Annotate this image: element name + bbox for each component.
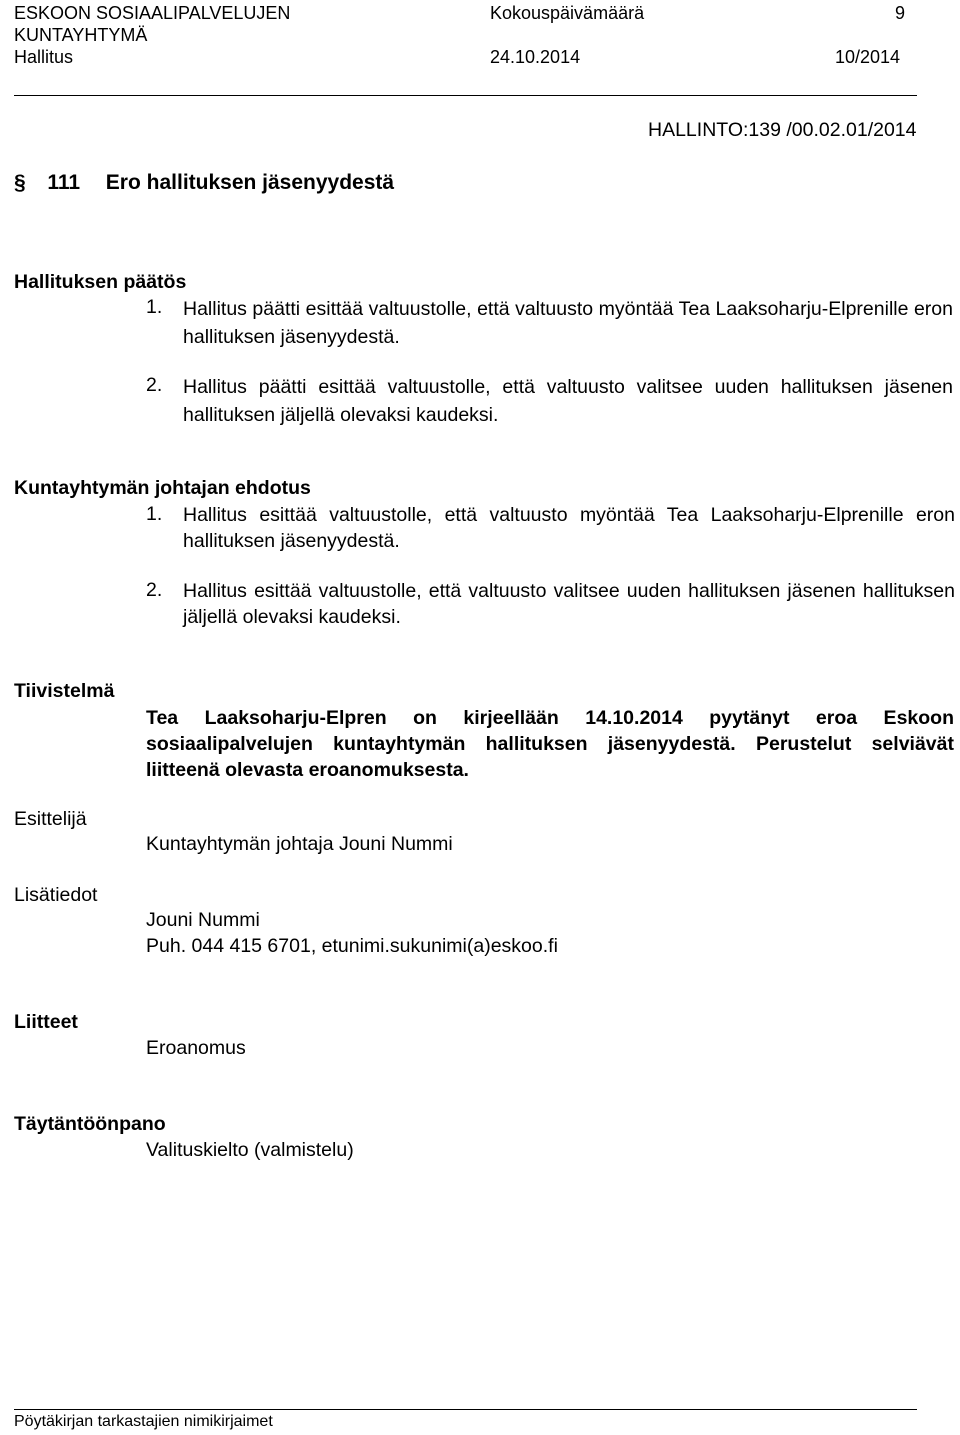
proposal-heading: Kuntayhtymän johtajan ehdotus [14,477,311,499]
info-contact: Puh. 044 415 6701, etunimi.sukunimi(a)eskoo.fi [146,935,558,957]
footer-divider [14,1409,917,1410]
section-title: Ero hallituksen jäsenyydestä [105,171,395,194]
proposal-item-1-text: Hallitus esittää valtuustolle, että valtuusto myöntää Tea Laaksoharju-Elprenille eron hallituksen jäsenyydestä. [183,504,955,552]
section-header [14,169,394,196]
presenter-value: Kuntayhtymän johtaja Jouni Nummi [146,833,453,855]
proposal-item-2-num: 2. [146,579,163,601]
implementation-value: Valituskielto (valmistelu) [146,1139,354,1161]
doc-number: 10/2014 [835,47,901,67]
section-symbol: § [14,171,26,194]
attachments-value: Eroanomus [146,1037,246,1059]
reference-code: HALLINTO:139 /00.02.01/2014 [648,119,917,141]
decision-item-2-text: Hallitus päätti esittää valtuustolle, että valtuusto valitsee uuden hallituksen jäsenen hallituksen jäljellä olevaksi kaudeksi. [183,376,953,426]
summary-label: Tiivistelmä [14,680,115,702]
summary-text: Tea Laaksoharju-Elpren on kirjeellään 14.10.2014 pyytänyt eroa Eskoon sosiaalipalvelujen kuntayhtymän hallituksen jäsenyydestä. Perustelut selviävät liitteenä olevasta eroanomuksesta. [146,707,954,781]
org-name-line2: KUNTAYHTYMÄ [14,25,148,45]
decision-heading: Hallituksen päätös [14,271,187,293]
decision-item-2-num: 2. [146,374,163,396]
presenter-label: Esittelijä [14,808,87,830]
org-name-line1: ESKOON SOSIAALIPALVELUJEN [14,3,291,23]
meeting-date: 24.10.2014 [490,47,581,67]
section-number: 111 [47,171,81,194]
proposal-item-1-num: 1. [146,503,163,525]
header-divider [14,95,917,96]
implementation-label: Täytäntöönpano [14,1113,166,1135]
footer-label: Pöytäkirjan tarkastajien nimikirjaimet [14,1413,273,1430]
info-name: Jouni Nummi [146,909,260,931]
info-label: Lisätiedot [14,884,98,906]
decision-item-1-num: 1. [146,296,163,318]
page-number: 9 [895,3,906,23]
meeting-date-label: Kokouspäivämäärä [490,3,645,23]
proposal-item-2-text: Hallitus esittää valtuustolle, että valtuusto valitsee uuden hallituksen jäsenen hallituksen jäljellä olevaksi kaudeksi. [183,580,955,628]
decision-item-1-text: Hallitus päätti esittää valtuustolle, että valtuusto myöntää Tea Laaksoharju-Elprenille eron hallituksen jäsenyydestä. [183,298,953,348]
attachments-label: Liitteet [14,1011,78,1033]
org-body: Hallitus [14,47,74,67]
